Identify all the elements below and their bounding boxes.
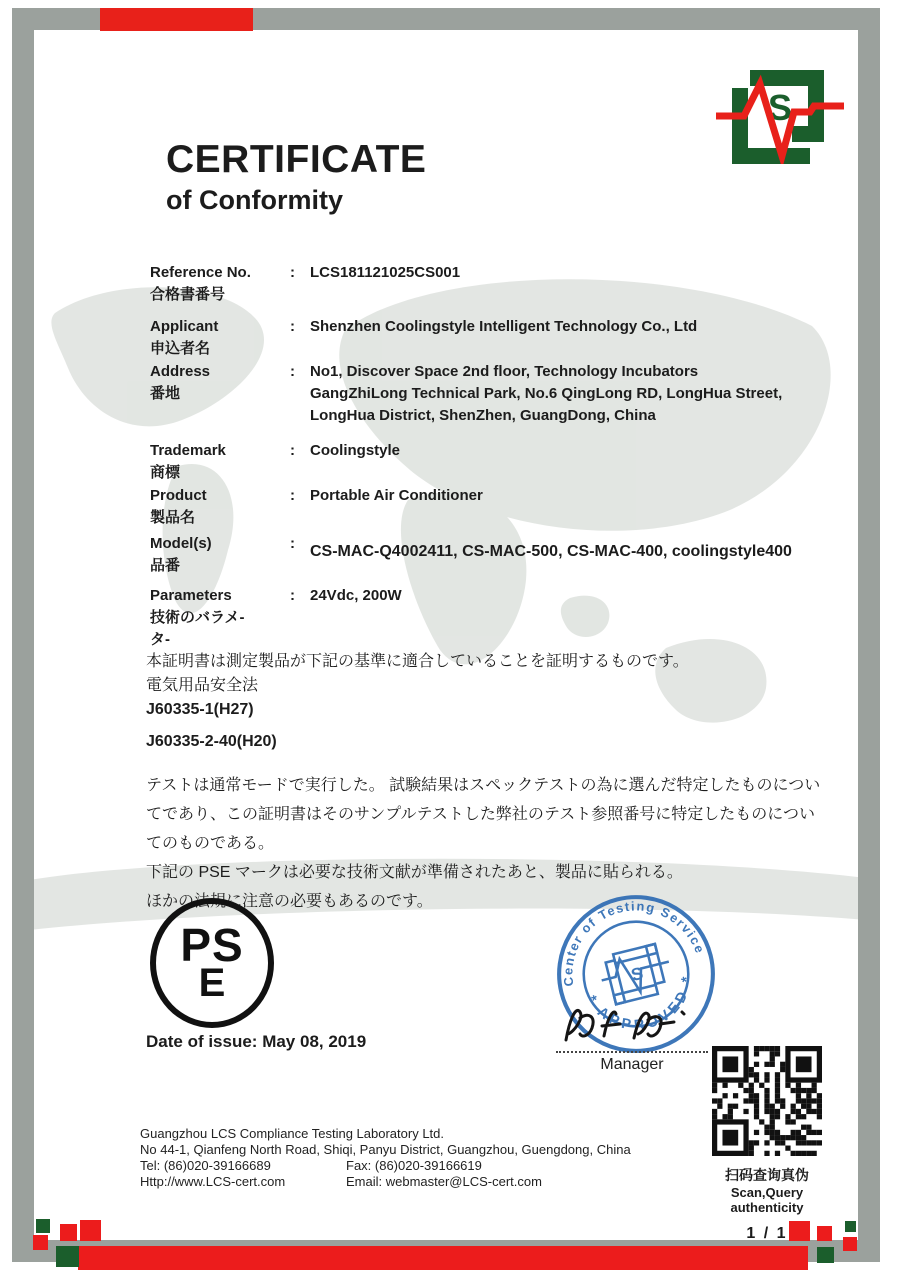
- field-colon: :: [290, 264, 295, 281]
- certificate-title: CERTIFICATE: [166, 138, 427, 181]
- signature-line: [556, 1051, 708, 1053]
- footer-company: Guangzhou LCS Compliance Testing Laboratory Ltd.: [140, 1126, 445, 1141]
- lcs-logo: [714, 64, 846, 164]
- field-label-jp: 商標: [150, 464, 181, 481]
- page-number: 1 / 1: [746, 1225, 788, 1242]
- certificate-subtitle: of Conformity: [166, 185, 343, 215]
- field-label-jp: 製品名: [150, 509, 196, 526]
- field-colon: :: [290, 535, 295, 552]
- footer-fax: Fax: (86)020-39166619: [346, 1158, 482, 1173]
- field-value-applicant: Shenzhen Coolingstyle Intelligent Technology Co., Ltd: [310, 318, 698, 335]
- certificate-fields: [150, 262, 840, 651]
- stamp-arc-bottom-text: * APPROVED *: [583, 972, 696, 1034]
- qr-caption-cn: 扫码查询真伪: [725, 1167, 809, 1183]
- field-colon: :: [290, 318, 295, 335]
- field-value-product: Portable Air Conditioner: [310, 487, 483, 504]
- field-label-jp: 品番: [150, 557, 181, 574]
- field-label-en: Applicant: [150, 318, 219, 335]
- footer-email: Email: webmaster@LCS-cert.com: [346, 1174, 542, 1189]
- field-row-applicant: [150, 316, 840, 360]
- issue-date: Date of issue: May 08, 2019: [146, 1032, 367, 1051]
- field-value-models: CS-MAC-Q4002411, CS-MAC-500, CS-MAC-400, coolingstyle400: [310, 543, 792, 560]
- footer-tel: Tel: (86)020-39166689: [140, 1158, 271, 1173]
- qr-caption-en: Scan,Query authenticity: [730, 1185, 804, 1215]
- logo-letter: S: [767, 87, 793, 128]
- field-colon: :: [290, 363, 295, 380]
- field-row-trademark: [150, 440, 840, 484]
- field-label-jp: 合格書番号: [150, 286, 226, 303]
- pse-letter-bottom: E: [198, 961, 226, 1005]
- stamp-arc-top-text: Center of Testing Service: [560, 898, 709, 988]
- field-label-en: Model(s): [150, 535, 212, 552]
- field-label-en: Product: [150, 487, 207, 504]
- law-name: 電気用品安全法: [146, 677, 259, 694]
- manager-label: Manager: [600, 1056, 664, 1073]
- stamp-logo-letter: S: [628, 962, 646, 986]
- field-value-parameters: 24Vdc, 200W: [310, 587, 402, 604]
- standard-1: J60335-1(H27): [146, 701, 254, 718]
- field-colon: :: [290, 487, 295, 504]
- footer: [140, 1126, 640, 1190]
- standard-2: J60335-2-40(H20): [146, 733, 277, 750]
- field-row-reference: [150, 262, 840, 306]
- field-label-jp: 申込者名: [150, 340, 211, 357]
- field-value-reference: LCS181121025CS001: [310, 264, 461, 281]
- test-note: テストは通常モードで実行した。 試験結果はスペックテストの為に選んだ特定したものについてであり、この証明書はそのサンプルテストした弊社のテスト参照番号に特定したものについてのものである。 下記の PSE マークは必要な技術文献が準備されたあと、製品に貼られる。 ほかの法規に注意の必要もあるのです。: [146, 777, 821, 910]
- field-row-parameters: [150, 585, 840, 651]
- qr-code: [712, 1046, 822, 1156]
- footer-web: Http://www.LCS-cert.com: [140, 1174, 286, 1189]
- field-label-jp: 技術のバラメ- タ-: [150, 609, 245, 648]
- field-value-address: No1, Discover Space 2nd floor, Technology Incubators GangZhiLong Technical Park, No.6 QingLong RD, LongHua Street, LongHua District, ShenZhen, GuangDong, China: [310, 363, 783, 424]
- field-row-product: [150, 485, 840, 529]
- field-label-jp: 番地: [150, 385, 181, 402]
- pse-letters-top: PS: [180, 919, 244, 971]
- pse-mark: [150, 898, 274, 1028]
- footer-address: No 44-1, Qianfeng North Road, Shiqi, Panyu District, Guangzhou, Guengdong, China: [140, 1142, 631, 1157]
- compliance-section: [146, 650, 822, 916]
- field-row-models: [150, 533, 840, 577]
- manager-signature: [556, 998, 708, 1046]
- field-label-en: Parameters: [150, 587, 232, 604]
- compliance-intro: 本証明書は測定製品が下記の基準に適合していることを証明するものです。: [146, 653, 689, 670]
- field-label-en: Trademark: [150, 442, 226, 459]
- signature-block: [552, 998, 712, 1074]
- field-label-en: Reference No.: [150, 264, 251, 281]
- field-row-address: [150, 361, 840, 427]
- field-value-trademark: Coolingstyle: [310, 442, 401, 459]
- field-colon: :: [290, 587, 295, 604]
- field-label-en: Address: [150, 363, 211, 380]
- qr-block: [702, 1046, 832, 1243]
- field-colon: :: [290, 442, 295, 459]
